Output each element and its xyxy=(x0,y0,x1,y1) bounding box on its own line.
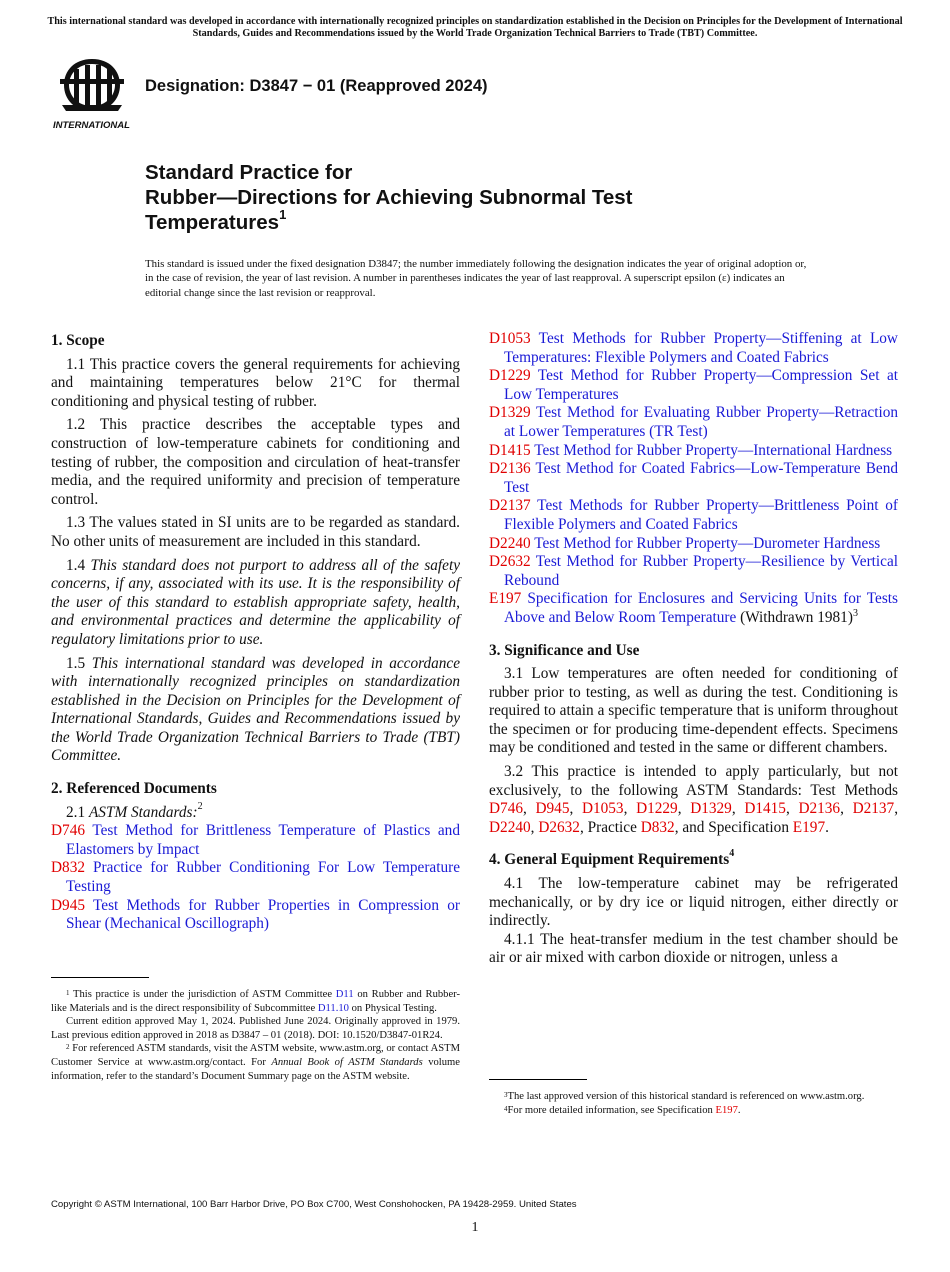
separator: , xyxy=(731,800,745,818)
reference-code-link[interactable]: D1415 xyxy=(489,441,531,459)
standard-code-link[interactable]: D2137 xyxy=(852,800,895,818)
footnote-1 xyxy=(51,988,460,1015)
reference-code-link[interactable]: D746 xyxy=(51,822,85,840)
reference-withdrawn-note: (Withdrawn 1981) xyxy=(736,608,853,626)
paragraph-3-2-intro: 3.2 This practice is intended to apply particularly, but not exclusively, to the following ASTM Standards: Test Methods xyxy=(489,763,898,799)
reference-code-link[interactable]: D945 xyxy=(51,896,85,914)
paragraph-3-1: 3.1 Low temperatures are often needed for conditioning of rubber prior to testing, as well as during the test. Conditioning is required to attain a specific temperature that is uniform throughout the specimen or for producing time-dependent effects. Specimens may be conditioned and tested in the same or different chambers. xyxy=(489,665,898,757)
separator: , xyxy=(530,818,539,836)
reference-list-right xyxy=(489,330,898,628)
reference-code-link[interactable]: E197 xyxy=(489,590,522,608)
reference-code-link[interactable]: D1053 xyxy=(489,330,531,347)
separator: , xyxy=(840,800,853,818)
reference-item xyxy=(51,822,460,859)
footnote-4-text-a: For more detailed information, see Specification xyxy=(507,1104,716,1116)
paragraph-1-1: 1.1 This practice covers the general requirements for achieving and maintaining temperatures below 21°C for thermal conditioning and physical testing of rubber. xyxy=(51,355,460,410)
standard-code-link[interactable]: D945 xyxy=(535,800,570,818)
footnote-1-text-c: on Physical Testing. xyxy=(348,1002,437,1014)
reference-item xyxy=(489,442,898,461)
title-footnote-mark[interactable]: 1 xyxy=(279,207,287,222)
paragraph-number: 1.4 xyxy=(66,556,86,574)
paragraph-1-3: 1.3 The values stated in SI units are to be regarded as standard. No other units of measurement are included in this standard. xyxy=(51,514,460,550)
reference-item xyxy=(489,460,898,497)
reference-item xyxy=(489,590,898,627)
footnote-3 xyxy=(489,1090,898,1104)
reference-title-link[interactable]: Practice for Rubber Conditioning For Low Temperature Testing xyxy=(66,859,460,896)
footnote-3-mark: 3 xyxy=(504,1091,508,1099)
reference-item xyxy=(51,859,460,896)
standard-code-link[interactable]: D2632 xyxy=(538,818,580,836)
practice-label: , Practice xyxy=(579,818,641,836)
footnote-divider-right xyxy=(489,1079,587,1080)
subsection-2-1 xyxy=(51,800,460,823)
reference-title-link[interactable]: Test Method for Rubber Property—Compression Set at Low Temperatures xyxy=(504,367,898,403)
paragraph-3-2 xyxy=(489,763,898,837)
standard-code-link[interactable]: D1329 xyxy=(690,800,732,818)
reference-code-link[interactable]: D1329 xyxy=(489,404,531,422)
section-heading-equipment xyxy=(489,848,898,870)
reference-title-link[interactable]: Test Method for Rubber Property—Durometer Hardness xyxy=(534,534,881,552)
standard-code-link[interactable]: D2240 xyxy=(489,818,531,836)
link-subcommittee-d11-10[interactable]: D11.10 xyxy=(317,1002,349,1014)
paragraph-4-1: 4.1 The low-temperature cabinet may be refrigerated mechanically, or by dry ice or liquid nitrogen, either directly or indirectly. xyxy=(489,875,898,930)
paragraph-1-4-text: This standard does not purport to address all of the safety concerns, if any, associated with its use. It is the responsibility of the user of this standard to establish appropriate safety, health, and environmental practices and determine the applicability of regulatory limitations prior to use. xyxy=(51,556,461,648)
copyright-notice: Copyright © ASTM International, 100 Barr Harbor Drive, PO Box C700, West Conshohocken, PA 19428-2959. United States xyxy=(51,1199,577,1210)
title-line-3-text: Temperatures xyxy=(145,211,280,234)
separator: , xyxy=(785,800,799,818)
left-column xyxy=(51,330,460,934)
reference-code-link[interactable]: D832 xyxy=(51,859,85,877)
standard-code-link[interactable]: D1415 xyxy=(744,800,786,818)
separator: , xyxy=(523,800,536,818)
paragraph-1-5-text: This international standard was developed in accordance with internationally recognized principles on standardization established in the Decision on Principles for the Development of International Standards, Guides and Recommendations issued by the World Trade Organization Technical Barriers to Trade (TBT) Committee. xyxy=(51,654,460,765)
reference-item xyxy=(489,404,898,441)
footnote-2 xyxy=(51,1042,460,1083)
separator: , xyxy=(894,800,899,818)
designation: Designation: D3847 − 01 (Reapproved 2024) xyxy=(145,77,488,95)
reference-title-link[interactable]: Test Methods for Rubber Properties in Compression or Shear (Mechanical Oscillograph) xyxy=(66,896,460,933)
link-e197[interactable]: E197 xyxy=(715,1104,738,1116)
footnote-divider-left xyxy=(51,977,149,978)
link-specification-code[interactable]: E197 xyxy=(792,818,826,836)
reference-code-link[interactable]: D1229 xyxy=(489,367,531,385)
reference-title-link[interactable]: Test Method for Rubber Property—International Hardness xyxy=(534,441,893,459)
reference-item xyxy=(489,535,898,554)
separator: , xyxy=(623,800,637,818)
footnote-4-text-b: . xyxy=(737,1104,741,1116)
reference-code-link[interactable]: D2632 xyxy=(489,553,531,571)
separator: , xyxy=(569,800,582,818)
standard-code-link[interactable]: D1053 xyxy=(581,800,624,818)
reference-code-link[interactable]: D2136 xyxy=(489,460,531,478)
footnote-1-text-b: on Rubber and Rubber-like Materials and is the direct responsibility of Subcommittee xyxy=(51,989,461,1014)
standard-code-link[interactable]: D1229 xyxy=(636,800,678,818)
footnote-mark-4[interactable]: 4 xyxy=(729,848,735,860)
astm-logo-mark xyxy=(52,55,136,131)
paragraph-number: 2.1 xyxy=(66,803,86,821)
footnote-1-edition: Current edition approved May 1, 2024. Published June 2024. Originally approved in 1979. Last previous edition approved in 2018 as D3847 – 01 (2018). DOI: 10.1520/D3847-01R24. xyxy=(51,1016,460,1041)
reference-title-link[interactable]: Test Methods for Rubber Property—Stiffening at Low Temperatures: Flexible Polymers and Coated Fabrics xyxy=(504,330,898,366)
section-heading-significance: 3. Significance and Use xyxy=(489,641,640,659)
footnote-mark-3[interactable]: 3 xyxy=(852,607,858,619)
issue-note: This standard is issued under the fixed designation D3847; the number immediately following the designation indicates the year of original adoption or, in the case of revision, the year of last revision. A number in parentheses indicates the year of last reapproval. A superscript epsilon (ε) indicates an editorial change since the last revision or reapproval. xyxy=(145,258,807,299)
astm-logo xyxy=(52,55,136,131)
footnote-1-mark: 1 xyxy=(66,989,70,997)
section-heading-referenced-documents: 2. Referenced Documents xyxy=(51,780,217,798)
paragraph-1-4 xyxy=(51,557,460,650)
section-heading-scope: 1. Scope xyxy=(51,332,105,349)
reference-item xyxy=(489,330,898,367)
reference-title-link[interactable]: Test Method for Rubber Property—Resilience by Vertical Rebound xyxy=(504,553,898,589)
reference-list-left xyxy=(51,822,460,934)
footnote-3-text: The last approved version of this historical standard is referenced on www.astm.org. xyxy=(507,1091,865,1102)
document-title xyxy=(145,160,845,235)
reference-item xyxy=(489,497,898,534)
footnotes-right xyxy=(489,1090,898,1117)
section-heading-equipment-text: 4. General Equipment Requirements xyxy=(489,851,730,869)
standard-code-link[interactable]: D2136 xyxy=(798,800,841,818)
reference-code-link[interactable]: D2240 xyxy=(489,534,531,552)
paragraph-number: 1.5 xyxy=(66,654,86,672)
title-line-2: Rubber—Directions for Achieving Subnormal Test xyxy=(145,186,633,209)
separator: , xyxy=(677,800,691,818)
paragraph-1-2: 1.2 This practice describes the acceptable types and construction of low-temperature cabinets for conditioning and testing of rubber, the composition and circulation of heat-transfer media, and the required uniformity and precision of temperature control. xyxy=(51,416,460,508)
reference-title-link[interactable]: Test Method for Coated Fabrics—Low-Temperature Bend Test xyxy=(504,460,898,496)
footnote-2-text-a: For referenced ASTM standards, visit the ASTM website, www.astm.org, or contact ASTM Customer Service at www.astm.org/contact. For xyxy=(51,1043,461,1068)
page-number: 1 xyxy=(471,1220,479,1235)
reference-item xyxy=(51,897,460,934)
paragraph-3-2-end: . xyxy=(825,818,829,836)
footnote-2-text-b: volume information, refer to the standard’s Document Summary page on the ASTM website. xyxy=(51,1056,460,1082)
footnote-2-mark: 2 xyxy=(66,1043,70,1052)
paragraph-1-5 xyxy=(51,655,460,767)
reference-code-link[interactable]: D2137 xyxy=(489,497,531,515)
footnote-1-text-a: This practice is under the jurisdiction of ASTM Committee xyxy=(73,989,336,1000)
paragraph-4-1-1: 4.1.1 The heat-transfer medium in the test chamber should be air or air mixed with carbon dioxide or nitrogen, unless a xyxy=(489,930,898,967)
reference-title-link[interactable]: Test Method for Brittleness Temperature of Plastics and Elastomers by Impact xyxy=(66,822,460,858)
footnote-mark-2[interactable]: 2 xyxy=(197,800,203,812)
link-practice-code[interactable]: D832 xyxy=(640,818,675,836)
reference-title-link[interactable]: Test Method for Evaluating Rubber Property—Retraction at Lower Temperatures (TR Test) xyxy=(504,404,898,440)
top-notice: This international standard was developed in accordance with internationally recognized principles on standardization established in the Decision on Principles for the Development of International Standards, Guides and Recommendations issued by the World Trade Organization Technical Barriers to Trade (TBT) Committee. xyxy=(47,16,903,39)
reference-item xyxy=(489,553,898,590)
logo-wordmark: INTERNATIONAL xyxy=(53,120,130,131)
footnotes-left xyxy=(51,988,460,1083)
footnote-4-mark: 4 xyxy=(504,1104,508,1113)
reference-title-link[interactable]: Test Methods for Rubber Property—Brittleness Point of Flexible Polymers and Coated Fabrics xyxy=(504,497,898,533)
reference-item xyxy=(489,367,898,404)
subsection-label: ASTM Standards: xyxy=(88,803,198,821)
footnote-4 xyxy=(489,1104,898,1118)
title-line-1: Standard Practice for xyxy=(145,161,353,184)
link-committee-d11[interactable]: D11 xyxy=(335,989,354,1000)
right-column xyxy=(489,330,898,973)
standard-code-link[interactable]: D746 xyxy=(489,800,523,818)
reference-title-link[interactable]: Specification for Enclosures and Servicing Units for Tests Above and Below Room Temperature xyxy=(504,590,899,626)
specification-label: , and Specification xyxy=(674,818,793,836)
footnote-2-italic: Annual Book of ASTM Standards xyxy=(271,1056,423,1068)
title-line-3 xyxy=(145,207,845,235)
